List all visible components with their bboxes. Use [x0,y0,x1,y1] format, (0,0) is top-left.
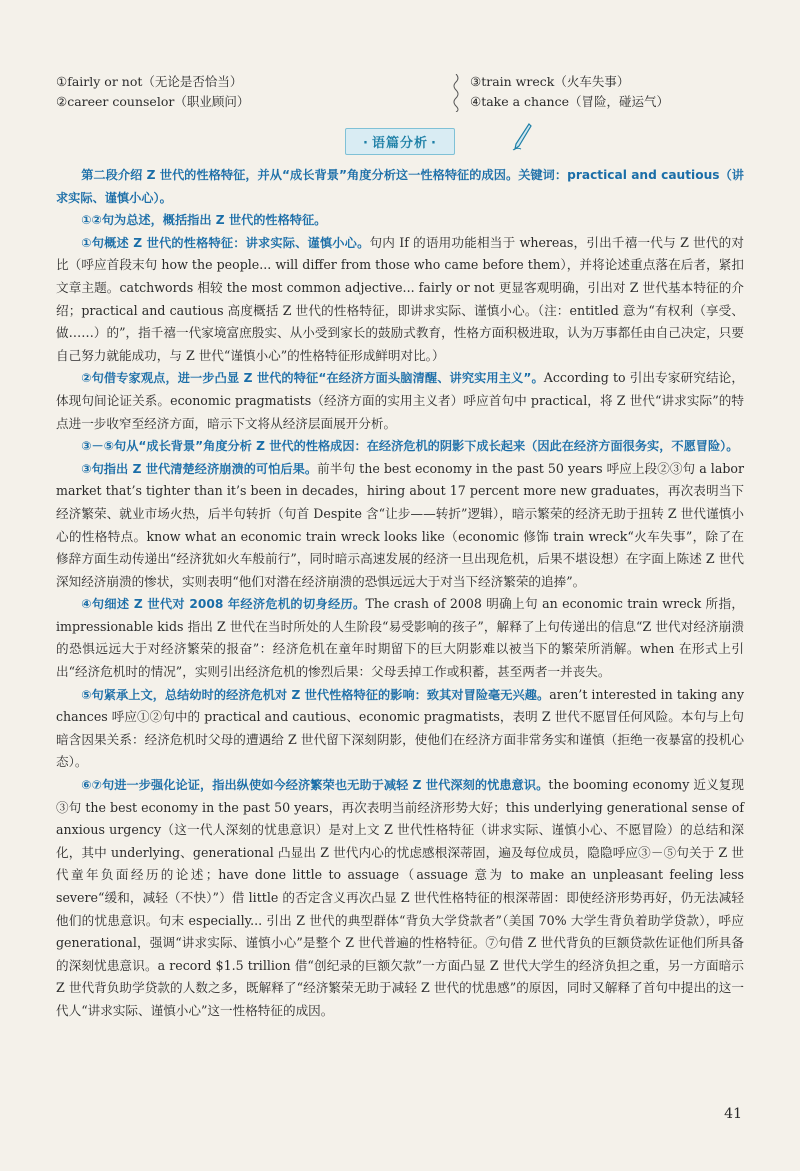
pen-icon [511,122,533,152]
analysis-body [56,164,744,1023]
analysis-paragraph: ②句借专家观点，进一步凸显 Z 世代的特征“在经济方面头脑清醒、讲究实用主义”。According to 引出专家研究结论，体现句间论证关系。economic pragmatists（经济方面的实用主义者）呼应首句中 practical，将 Z 世代“讲求实际”的特点进一步收窄至经济方面，暗示下文将从经济层面展开分析。 [56,370,744,431]
vocabulary-column-right [470,72,770,112]
spiral-divider-icon [452,74,460,112]
vocab-item: ①fairly or not（无论是否恰当） [56,74,243,89]
vocab-item: ②career counselor（职业顾问） [56,94,250,109]
vocab-item: ③train wreck（火车失事） [470,74,630,89]
vocabulary-list [56,72,744,116]
vocab-item: ④take a chance（冒险，碰运气） [470,94,670,109]
analysis-paragraph: ①句概述 Z 世代的性格特征：讲求实际、谨慎小心。句内 If 的语用功能相当于 whereas，引出千禧一代与 Z 世代的对比（呼应首段末句 how the people... will differ from those who came before them），并将论述重点落在后者，紧扣文章主题。catchwords 相较 the most common adjective... fairly or not 更显客观明确，引出对 Z 世代基本特征的介绍；practical and cautious 高度概括 Z 世代的性格特征，即讲求实际、谨慎小心。（注：entitled 意为“有权利（享受、做……）的”，指千禧一代家境富庶殷实、从小受到家长的鼓励式教育，性格方面积极进取，认为万事都任由自己决定，只要自己努力就能成功，与 Z 世代“谨慎小心”的性格特征形成鲜明对比。） [56,234,744,363]
analysis-paragraph: ④句细述 Z 世代对 2008 年经济危机的切身经历。The crash of 2008 明确上句 an economic train wreck 所指，impressionable kids 指出 Z 世代在当时所处的人生阶段“易受影响的孩子”，解释了上句传递出的信息“Z 世代对经济崩溃的恐惧远远大于对经济繁荣的报奋”：经济危机在童年时期留下的巨大阴影难以被当下的繁荣所消解。when 在形式上引出“经济危机时的情况”，实则引出经济危机的惨烈后果：父母丢掉工作或积蓄，甚至两者一并丧失。 [56,596,744,680]
section-badge: · 语篇分析 · [345,128,455,155]
analysis-paragraph: 第二段介绍 Z 世代的性格特征，并从“成长背景”角度分析这一性格特征的成因。关键词：practical and cautious（讲求实际、谨慎小心）。 [56,168,744,205]
page-number: 41 [724,1106,742,1122]
section-header [56,128,744,154]
analysis-paragraph: ⑥⑦句进一步强化论证，指出纵使如今经济繁荣也无助于减轻 Z 世代深刻的忧患意识。the booming economy 近义复现③句 the best economy in the past 50 years，再次表明当前经济形势大好；this underlying generational sense of anxious urgency（这一代人深刻的忧患意识）是对上文 Z 世代性格特征（讲求实际、谨慎小心、不愿冒险）的总结和深化，其中 underlying、generational 凸显出 Z 世代内心的忧虑感根深蒂固，遍及每位成员，隐隐呼应③－⑤句关于 Z 世代童年负面经历的论述；have done little to assuage（assuage 意为 to make an unpleasant feeling less severe“缓和，减轻（不快）”）借 little 的否定含义再次凸显 Z 世代性格特征的根深蒂固：即使经济形势再好，仍无法减轻他们的忧患意识。句末 especially... 引出 Z 世代的典型群体“背负大学贷款者”（美国 70% 大学生背负着助学贷款），呼应 generational，强调“讲求实际、谨慎小心”是整个 Z 世代普遍的性格特征。⑦句借 Z 世代背负的巨额贷款佐证他们所具备的深刻忧患意识。a record $1.5 trillion 借“创纪录的巨额欠款”一方面凸显 Z 世代大学生的经济负担之重，另一方面暗示 Z 世代背负助学贷款的人数之多，既解释了“经济繁荣无助于减轻 Z 世代的忧患感”的原因，同时又解释了首句中提出的这一代人“讲求实际、谨慎小心”这一性格特征的成因。 [56,777,744,1018]
analysis-paragraph: ①②句为总述，概括指出 Z 世代的性格特征。 [81,213,327,228]
analysis-paragraph: ③句指出 Z 世代清楚经济崩溃的可怕后果。前半句 the best economy in the past 50 years 呼应上段②③句 a labor market that’s tighter than it’s been in decades，hiring about 17 percent more new graduates，再次表明当下经济繁荣、就业市场火热，后半句转折（句首 Despite 含“让步——转折”逻辑），暗示繁荣的经济无助于扭转 Z 世代谨慎小心的性格特点。know what an economic train wreck looks like（economic 修饰 train wreck“火车失事”，除了在修辞方面生动传递出“经济犹如火车般前行”，同时暗示高速发展的经济一旦出现危机，后果不堪设想）在字面上陈述 Z 世代深知经济崩溃的惨状，实则表明“他们对潜在经济崩溃的恐惧远远大于对当下经济繁荣的追捧”。 [56,460,744,589]
vocabulary-column-left [56,72,376,112]
analysis-paragraph: ⑤句紧承上文，总结幼时的经济危机对 Z 世代性格特征的影响：致其对冒险毫无兴趣。aren’t interested in taking any chances 呼应①②句中的 practical and cautious、economic pragmatists，表明 Z 世代不愿冒任何风险。本句与上句暗含因果关系：经济危机时父母的遭遇给 Z 世代留下深刻阴影，使他们在经济方面非常务实和谨慎（拒绝一夜暴富的投机心态）。 [56,686,744,770]
analysis-paragraph: ③－⑤句从“成长背景”角度分析 Z 世代的性格成因：在经济危机的阴影下成长起来（因此在经济方面很务实，不愿冒险）。 [81,439,739,454]
section-title: 语篇分析 [371,136,428,151]
